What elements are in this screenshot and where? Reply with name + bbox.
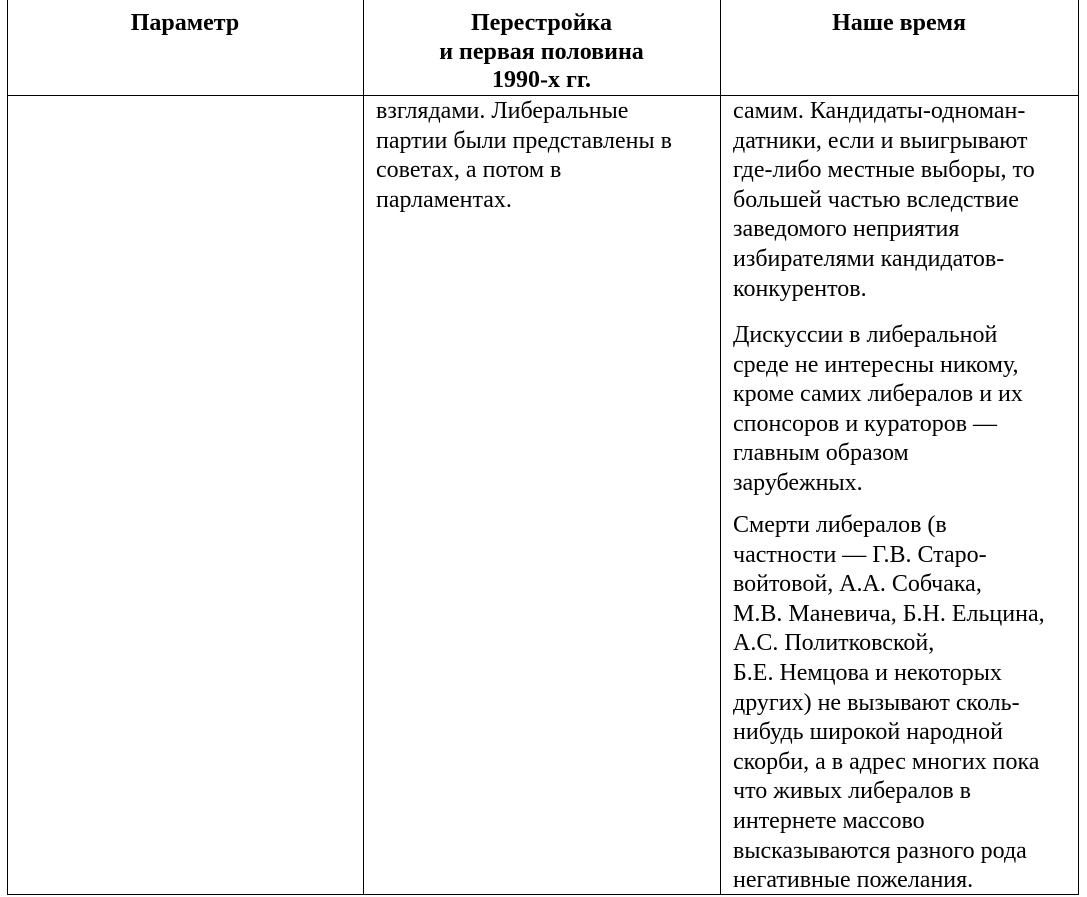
- row2-p2-line-11: интернете массово: [733, 807, 925, 834]
- row2-p2-line-7: других) не вызывают сколь-: [733, 689, 1020, 716]
- column-divider-1: [363, 0, 364, 895]
- table-border-left: [7, 0, 8, 318]
- row2-p2-line-8: нибудь широкой народной: [733, 719, 1003, 746]
- row1-col3-line-1: самим. Кандидаты-одноман-: [733, 98, 1026, 124]
- row2-deaths-paragraph: [733, 511, 1068, 896]
- row2-p1-line-5: главным образом: [733, 440, 909, 467]
- header-present-time-text: Наше время: [832, 10, 966, 36]
- row2-p1-line-1: Дискуссии в либеральной: [733, 322, 998, 348]
- row1-col2-line-2: партии были представлены в: [376, 127, 672, 154]
- row1-col3-line-2: датники, если и выигрывают: [733, 127, 1028, 154]
- row2-p2-line-2: частности — Г.В. Старо-: [733, 541, 987, 568]
- row2-p2-line-4: М.В. Маневича, Б.Н. Ельцина,: [733, 600, 1045, 627]
- row1-col2-line-1: взглядами. Либеральные: [376, 98, 629, 124]
- row1-perestroika-cell: [376, 97, 710, 215]
- header-perestroika-line-3: 1990-х гг.: [491, 67, 592, 93]
- header-perestroika-line-2: и первая половина: [439, 38, 644, 65]
- row2-p2-line-9: скорби, а в адрес многих пока: [733, 748, 1040, 775]
- header-perestroika-line-1: Перестройка: [471, 10, 612, 36]
- row1-col2-line-4: парламентах.: [376, 186, 512, 213]
- row1-present-cell: [733, 97, 1068, 304]
- row1-col3-line-7: конкурентов.: [733, 275, 867, 302]
- row1-col3-line-6: избирателями кандидатов-: [733, 245, 1005, 272]
- row1-col3-line-5: заведомого неприятия: [733, 216, 960, 243]
- row1-col2-line-3: советах, а потом в: [376, 157, 562, 184]
- column-divider-2: [720, 0, 721, 895]
- row1-col3-line-4: большей частью вследствие: [733, 186, 1019, 213]
- row2-p2-line-1: Смерти либералов (в: [733, 512, 947, 538]
- header-parameter: [7, 9, 363, 38]
- row2-p2-line-10: что живых либералов в: [733, 778, 971, 805]
- row2-p1-line-3: кроме самих либералов и их: [733, 381, 1023, 408]
- header-present-time: [720, 9, 1078, 38]
- header-parameter-text: Параметр: [130, 10, 240, 36]
- header-perestroika: [363, 9, 720, 95]
- table-border-right: [1078, 0, 1079, 895]
- row1-col3-line-3: где-либо местные выборы, то: [733, 157, 1035, 184]
- row2-p2-line-6: Б.Е. Немцова и некоторых: [733, 659, 1002, 686]
- row2-p2-line-3: войтовой, А.А. Собчака,: [733, 571, 982, 598]
- row2-p1-line-4: спонсоров и кураторов —: [733, 410, 998, 437]
- row2-p2-line-12: высказываются разного рода: [733, 837, 1027, 864]
- row2-p1-line-2: среде не интересны никому,: [733, 351, 1019, 378]
- table-border-left-lower: [7, 318, 8, 895]
- header-bottom-border: [7, 95, 1079, 96]
- row2-p2-line-13: негативные пожелания.: [733, 867, 974, 894]
- comparison-table: [7, 0, 1079, 895]
- row2-discussions-paragraph: [733, 321, 1068, 499]
- row2-p2-line-5: А.С. Политковской,: [733, 630, 935, 657]
- row2-p1-line-6: зарубежных.: [733, 469, 863, 496]
